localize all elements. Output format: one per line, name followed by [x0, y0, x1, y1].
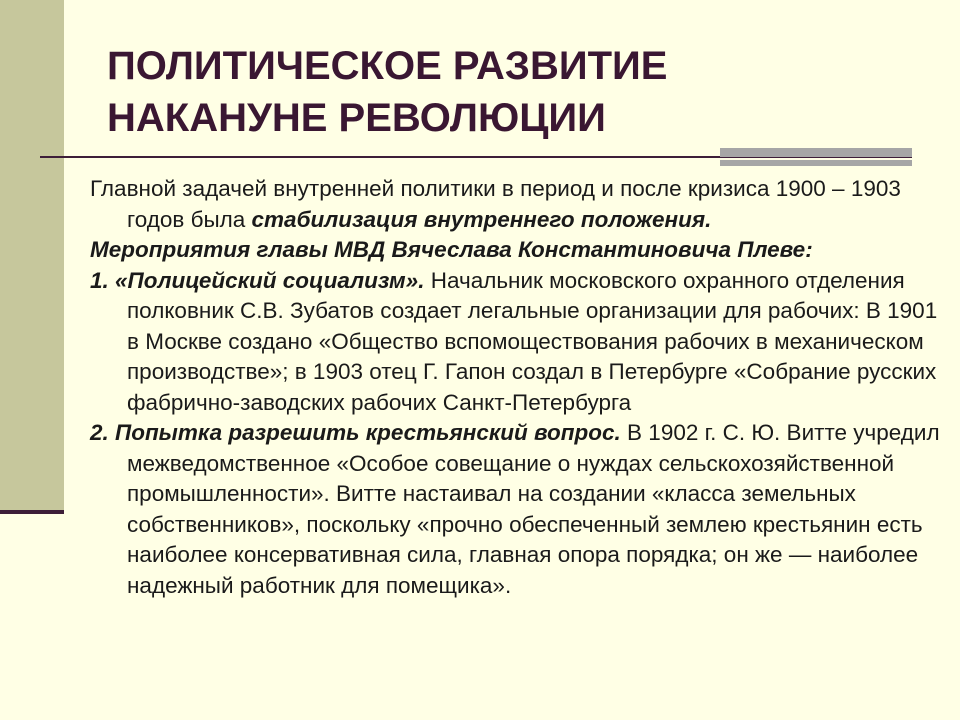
slide-body: [90, 174, 946, 601]
accent-bar-top: [720, 148, 912, 157]
title-line-2: НАКАНУНЕ РЕВОЛЮЦИИ: [107, 96, 606, 140]
title-line-1: ПОЛИТИЧЕСКОЕ РАЗВИТИЕ: [107, 44, 668, 88]
peasant-question-text: В 1902 г. С. Ю. Витте учредил межведомственное «Особое совещание о нуждах сельскохозяйственной промышленности». Витте настаивал на создании «класса земельных собственников», поскольку «прочно обеспеченный землею крестьянин есть наиболее консервативная сила, главная опора порядка; он же — наиболее надежный работник для помещика».: [127, 420, 940, 598]
paragraph-measures-heading: [90, 235, 946, 266]
police-socialism-heading: 1. «Полицейский социализм».: [90, 267, 425, 293]
intro-tail: .: [705, 206, 712, 232]
paragraph-intro: [90, 174, 946, 235]
peasant-question-heading: 2. Попытка разрешить крестьянский вопрос.: [90, 420, 621, 445]
side-decor-band: [0, 0, 64, 510]
slide-title: [107, 40, 907, 144]
accent-bar-bottom: [720, 160, 912, 166]
paragraph-police-socialism: [90, 266, 946, 419]
side-decor-line: [0, 510, 64, 514]
paragraph-peasant-question: [90, 418, 946, 601]
title-accent-bars: [720, 148, 912, 166]
police-socialism-text: Начальник московского охранного отделения полковник С.В. Зубатов создает легальные организации для рабочих: В 1901 в Москве создано «Общество вспомоществования рабочих в механическом производстве»; в 1903 отец Г. Гапон создал в Петербурге «Собрание русских фабрично-заводских рабочих Санкт-Петербурга: [127, 267, 938, 415]
measures-heading: Мероприятия главы МВД Вячеслава Константиновича Плеве:: [90, 237, 813, 262]
intro-emphasis: стабилизация внутреннего положения: [251, 206, 706, 232]
intro-text: Главной задачей внутренней политики в период и после кризиса 1900 – 1903 годов была: [90, 176, 901, 232]
